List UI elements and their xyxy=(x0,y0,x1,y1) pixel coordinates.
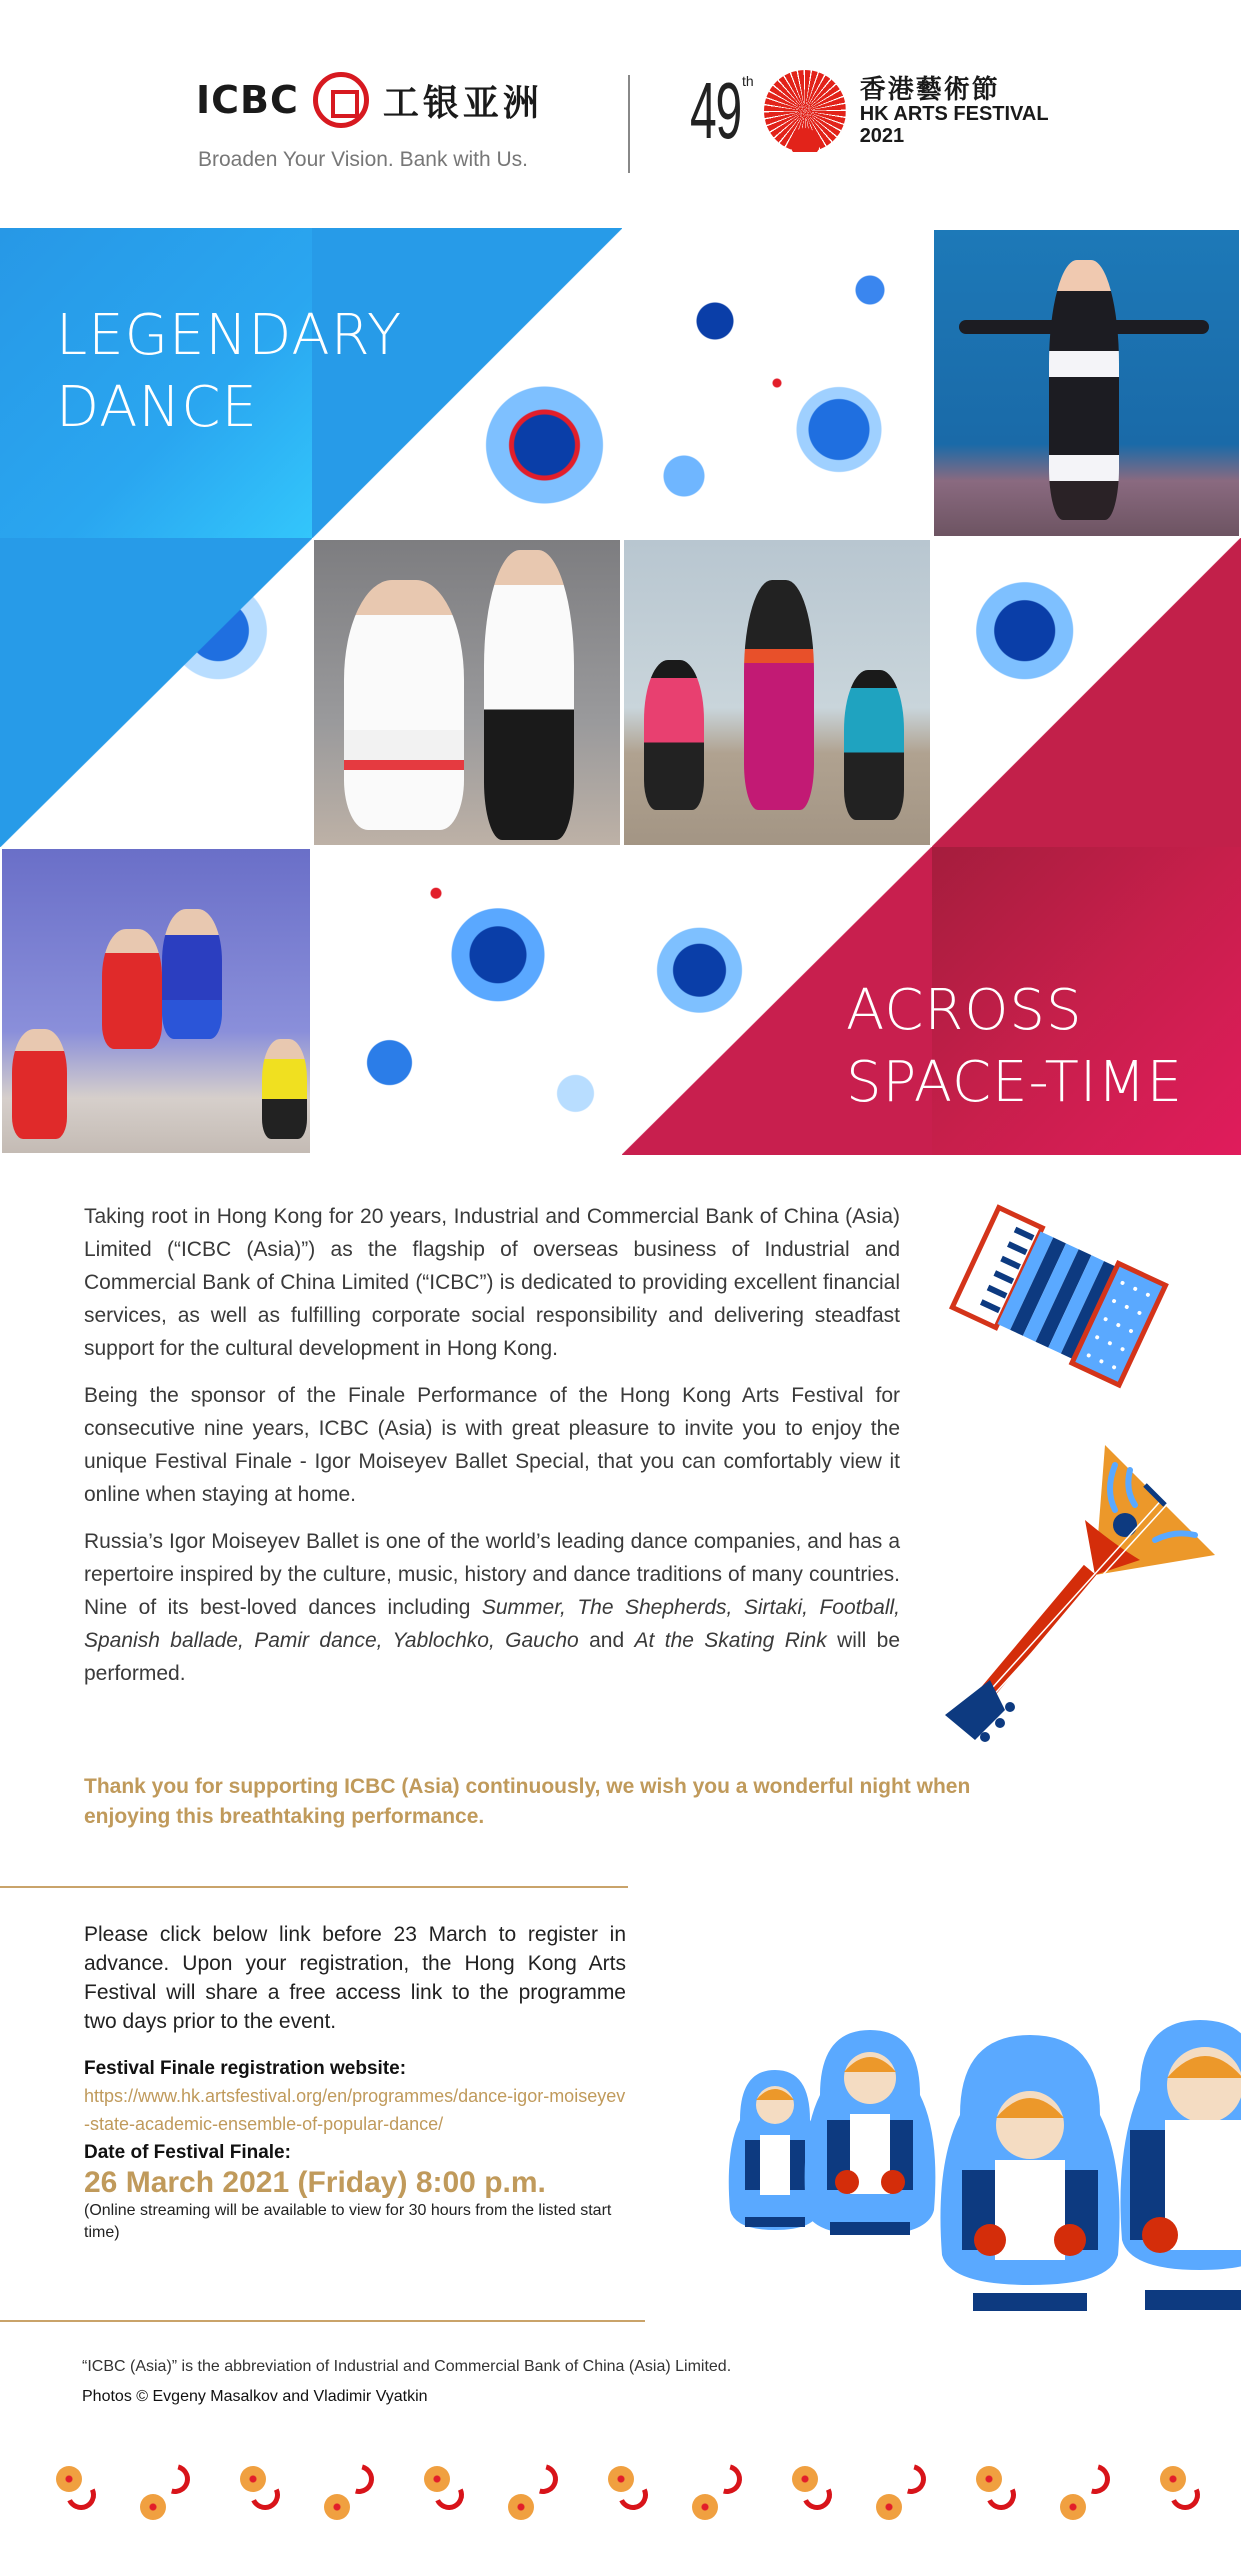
festival-name-chinese: 香港藝術節 xyxy=(859,73,1000,104)
hero-subtitle-line1: ACROSS xyxy=(846,978,1083,1043)
swirl-ornament-icon xyxy=(120,2462,212,2522)
ballet-end-text: will be performed. xyxy=(84,1629,900,1685)
streaming-note: (Online streaming will be available to view for 30 hours from the listed start time) xyxy=(84,2202,612,2241)
registration-website-label: Festival Finale registration website: xyxy=(84,2058,407,2079)
hk-arts-festival-logo[interactable] xyxy=(690,66,1049,155)
hero-subtitle-line2: SPACE-TIME xyxy=(846,1050,1184,1115)
icbc-logo-chinese: 工银亚洲 xyxy=(382,81,543,123)
accordion-icon xyxy=(945,1200,1170,1400)
flower-ornament-icon xyxy=(948,2462,1040,2522)
doll-medium xyxy=(805,2030,936,2235)
football-dance-photo xyxy=(0,847,312,1155)
festival-name-english: HK ARTS FESTIVAL xyxy=(859,103,1049,126)
flower-ornament-icon xyxy=(212,2462,304,2522)
icbc-logo-text: ICBC xyxy=(196,78,299,122)
couple-photo-image xyxy=(314,540,620,845)
gzhel-pattern-tile xyxy=(622,228,932,538)
intro-paragraph: Taking root in Hong Kong for 20 years, Industrial and Commercial Bank of China (Asia) Limited (“ICBC (Asia)”) as the flagship of overseas business of Industrial and Commercial Bank of China Limited (“ICBC”) is dedicated to providing excellent financial services, as well as fulfilling corporate social responsibility and delivering steadfast support for the cultural development in Hong Kong. xyxy=(84,1205,900,1360)
festival-year: 2021 xyxy=(859,125,905,148)
icbc-tagline: Broaden Your Vision. Bank with Us. xyxy=(198,148,528,171)
flower-ornament-icon xyxy=(396,2462,488,2522)
dancer-arms xyxy=(959,320,1209,334)
festival-sunburst-icon xyxy=(764,70,846,152)
section-divider xyxy=(0,1886,628,1888)
hero-title-line1: LEGENDARY xyxy=(56,303,403,368)
dances-list: Summer, The Shepherds, Sirtaki, Football, Spanish ballade, Pamir dance, Yablochko, Gaucho xyxy=(84,1596,900,1652)
ballet-paragraph xyxy=(84,1525,900,1690)
ballet-intro-text: Russia’s Igor Moiseyev Ballet is one of the world’s leading dance companies, and has a repertoire inspired by the culture, music, history and dance traditions of many countries. Nine of its best-loved dances including xyxy=(84,1530,900,1619)
swirl-ornament-icon xyxy=(672,2462,764,2522)
football-photo-image xyxy=(2,849,310,1153)
flower-ornament-icon xyxy=(580,2462,672,2522)
icbc-logo[interactable] xyxy=(196,72,543,128)
finale-date-value: 26 March 2021 (Friday) 8:00 p.m. xyxy=(84,2166,546,2199)
registration-intro: Please click below link before 23 March to register in advance. Upon your registration, the Hong Kong Arts Festival will share a free access link to the programme two days prior to the event. xyxy=(84,1923,626,2033)
invitation-body xyxy=(84,1200,900,1704)
flower-ornament-icon xyxy=(1132,2462,1224,2522)
flower-ornament-icon xyxy=(28,2462,120,2522)
gaucho-photo-image xyxy=(934,230,1239,536)
hero-pattern-tile xyxy=(932,538,1241,847)
swirl-ornament-icon xyxy=(488,2462,580,2522)
thank-you-message: Thank you for supporting ICBC (Asia) continuously, we wish you a wonderful night when enjoying this breathtaking performance. xyxy=(84,1775,971,1828)
header-divider xyxy=(628,75,630,173)
swirl-ornament-icon xyxy=(856,2462,948,2522)
floral-ornament-border xyxy=(28,2462,1228,2522)
photo-credit: Photos © Evgeny Masalkov and Vladimir Vyatkin xyxy=(82,2388,428,2405)
section-divider xyxy=(0,2320,645,2322)
abbreviation-note: “ICBC (Asia)” is the abbreviation of Industrial and Commercial Bank of China (Asia) Limited. xyxy=(82,2358,732,2375)
footnote xyxy=(82,2352,731,2412)
hero-pattern-tile xyxy=(0,538,312,847)
registration-link[interactable]: https://www.hk.artsfestival.org/en/programmes/dance-igor-moiseyev-state-academic-ensemble-of-popular-dance/ xyxy=(84,2086,626,2134)
festival-edition-number: 49 xyxy=(690,66,741,155)
cossack-photo-image xyxy=(624,540,930,845)
icbc-coin-icon xyxy=(313,72,369,128)
cossack-dancers-photo xyxy=(622,538,932,847)
hero-subtitle xyxy=(846,975,1183,1119)
and-text: and xyxy=(578,1629,635,1652)
swirl-ornament-icon xyxy=(304,2462,396,2522)
gzhel-pattern-tile xyxy=(312,847,622,1155)
hero-title xyxy=(56,300,402,444)
swirl-ornament-icon xyxy=(1040,2462,1132,2522)
sponsor-paragraph: Being the sponsor of the Finale Performance of the Hong Kong Arts Festival for consecutive nine years, ICBC (Asia) is with great pleasure to invite you to enjoy the unique Festival Finale - Igor Moiseyev Ballet Special, that you can comfortably view it online when staying at home. xyxy=(84,1384,900,1506)
doll-xlarge xyxy=(1120,2020,1241,2310)
doll-large xyxy=(940,2035,1119,2311)
finale-date-label: Date of Festival Finale: xyxy=(84,2142,291,2163)
matryoshka-dolls-icon xyxy=(690,2010,1241,2320)
flower-ornament-icon xyxy=(764,2462,856,2522)
balalaika-icon xyxy=(945,1445,1215,1745)
registration-section xyxy=(84,1920,626,2244)
hero-title-line2: DANCE xyxy=(56,375,258,440)
couple-dancers-photo xyxy=(312,538,622,847)
festival-edition-suffix: th xyxy=(742,73,754,89)
gaucho-dancer-photo xyxy=(932,228,1241,538)
email-header xyxy=(0,0,1241,228)
last-dance: At the Skating Rink xyxy=(634,1629,827,1652)
